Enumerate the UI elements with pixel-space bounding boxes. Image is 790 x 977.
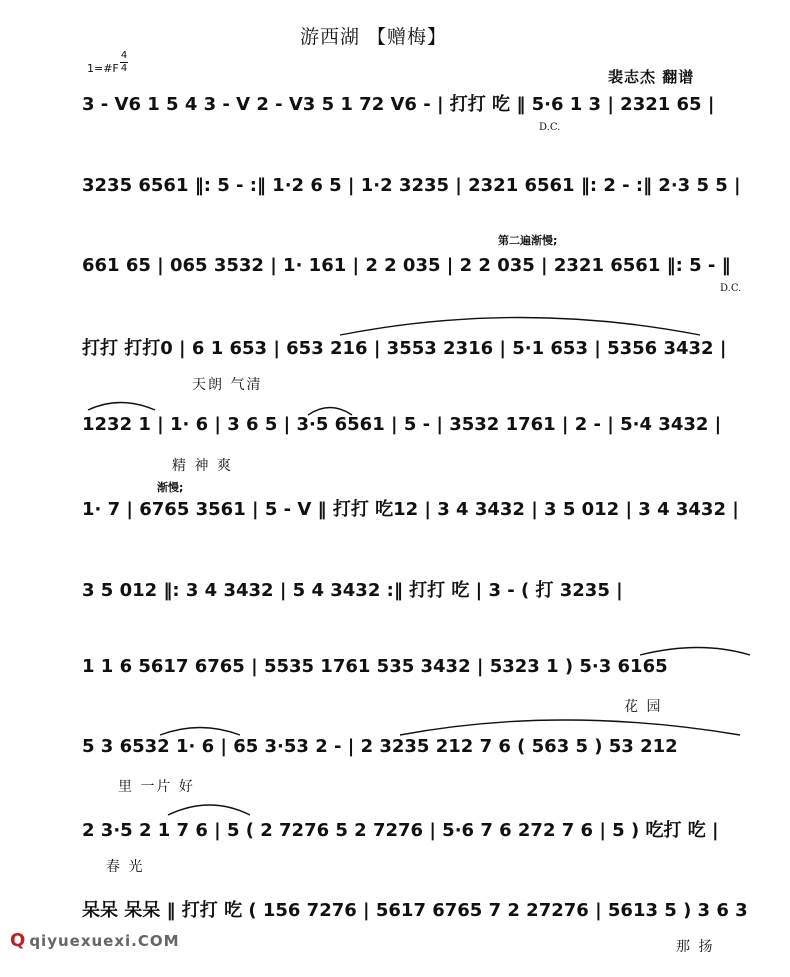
watermark-text: qiyuexuexi.COM bbox=[29, 932, 180, 950]
staff-line-10: 2 3·5 2 1 7 6 | 5 ( 2 7276 5 2 7276 | 5·6 7 6 272 7 6 | 5 ) 吃打 吃 | bbox=[82, 820, 719, 841]
staff-line-11: 呆呆 呆呆 ‖ 打打 吃 ( 156 7276 | 5617 6765 7 2 27276 | 5613 5 ) 3 6 3 bbox=[82, 900, 748, 921]
lyrics-line-11: 那 扬 bbox=[676, 939, 715, 955]
staff-line-2: 3235 6561 ‖: 5 - :‖ 1·2 6 5 | 1·2 3235 | 2321 6561 ‖: 2 - :‖ 2·3 5 5 | bbox=[82, 175, 741, 196]
lyrics-line-10: 春 光 bbox=[106, 859, 145, 875]
meter-top: 4 bbox=[120, 50, 128, 61]
time-signature bbox=[120, 50, 128, 75]
tempo-marking-slower-second-time: 第二遍渐慢; bbox=[498, 234, 558, 247]
lyrics-line-4: 天朗 气清 bbox=[192, 377, 263, 393]
arranger-credit: 裴志杰 翻谱 bbox=[608, 68, 695, 86]
page-title: 游西湖 【赠梅】 bbox=[300, 26, 448, 48]
staff-line-5: 1232 1 | 1· 6 | 3 6 5 | 3·5 6561 | 5 - | 3532 1761 | 2 - | 5·4 3432 | bbox=[82, 414, 722, 435]
staff-line-8: 1 1 6 5617 6765 | 5535 1761 535 3432 | 5323 1 ) 5·3 6165 bbox=[82, 656, 668, 677]
lyrics-line-5: 精 神 爽 bbox=[172, 458, 233, 474]
dc-mark-1: D.C. bbox=[539, 122, 561, 133]
key-signature: 1=#F bbox=[87, 62, 119, 75]
site-watermark bbox=[10, 930, 180, 951]
staff-line-3: 661 65 | 065 3532 | 1· 161 | 2 2 035 | 2 2 035 | 2321 6561 ‖: 5 - ‖ bbox=[82, 255, 731, 276]
staff-line-1: 3 - V6 1 5 4 3 - V 2 - V3 5 1 72 V6 - | 打打 吃 ‖ 5·6 1 3 | 2321 65 | bbox=[82, 94, 715, 115]
staff-line-6: 1· 7 | 6765 3561 | 5 - V ‖ 打打 吃12 | 3 4 3432 | 3 5 012 | 3 4 3432 | bbox=[82, 499, 739, 520]
meter-bottom: 4 bbox=[120, 63, 128, 74]
staff-line-7: 3 5 012 ‖: 3 4 3432 | 5 4 3432 :‖ 打打 吃 | 3 - ( 打 3235 | bbox=[82, 580, 623, 601]
staff-line-9: 5 3 6532 1· 6 | 65 3·53 2 - | 2 3235 212 7 6 ( 563 5 ) 53 212 bbox=[82, 736, 678, 757]
lyrics-line-8: 花 园 bbox=[624, 699, 663, 715]
watermark-logo-icon: Q bbox=[10, 930, 27, 951]
tempo-marking-slower: 渐慢; bbox=[157, 481, 184, 494]
dc-mark-2: D.C. bbox=[720, 283, 742, 294]
staff-line-4: 打打 打打0 | 6 1 653 | 653 216 | 3553 2316 | 5·1 653 | 5356 3432 | bbox=[82, 338, 727, 359]
lyrics-line-9: 里 一片 好 bbox=[118, 779, 195, 795]
